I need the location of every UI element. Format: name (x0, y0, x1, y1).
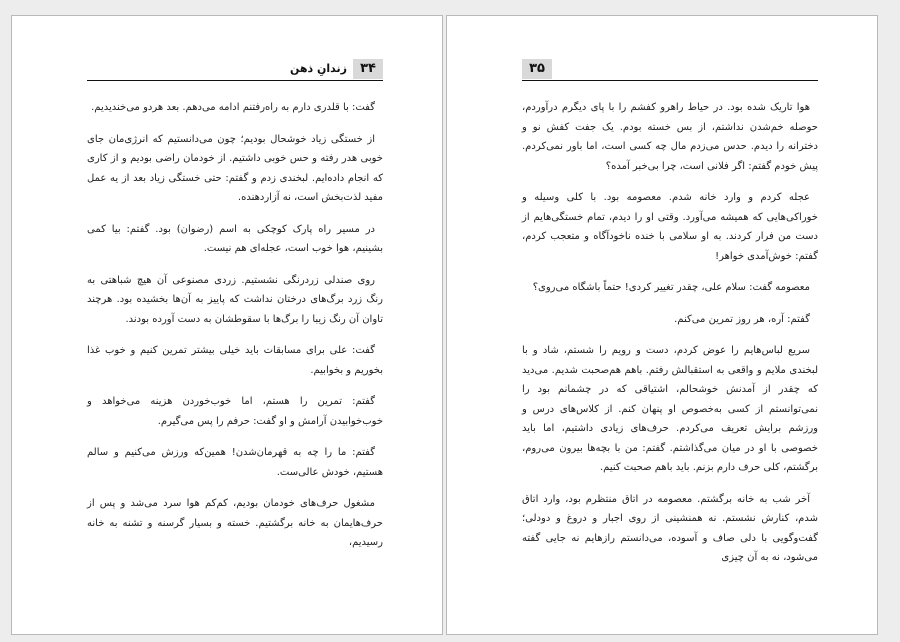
paragraph: در مسیر راه پارک کوچکی به اسم (رضوان) بود. گفتم: بیا کمی بشینیم، هوا خوب است، عجله‌ای هم نیست. (87, 223, 383, 254)
paragraph: گفتم: تمرین را هستم، اما خوب‌خوردن هزینه می‌خواهد و خوب‌خوابیدن آرامش و او گفت: حرفم را پس می‌گیرم. (87, 396, 383, 427)
right-page-body (522, 98, 818, 580)
paragraph: عجله کردم و وارد خانه شدم. معصومه بود. با کلی وسیله و خوراکی‌هایی که همیشه می‌آورد. وقتی او را دیدم، تمام خستگی‌هایم از دست من فرار کردند. به او سلامی با خنده ناخودآگاه و متعجب کردم، گفتم: خوش‌آمدی خواهر! (522, 192, 818, 262)
paragraph: معصومه گفت: سلام علی، چقدر تغییر کردی! حتماً باشگاه می‌روی؟ (532, 282, 810, 293)
paragraph: سریع لباس‌هایم را عوض کردم، دست و رویم را شستم، شاد و با لبخندی ملایم و واقعی به استقبالش رفتم. باهم هم‌صحبت شدیم. می‌دید که چقدر از آمدنش خوشحالم، اشتیاقی که در چشمانم بود را نمی‌توانستم از کسی به‌خصوص او پنهان کنم. از کلاس‌های درس و ورزشم برایش تعریف می‌کردم. حرف‌های زیادی داشتیم، اما باید خصوصی با او در میان می‌گذاشتم. گفتم: من با بچه‌ها بیرون می‌روم، برگشتم، کلی حرف دارم بزنم. باید باهم صحبت کنیم. (522, 345, 818, 473)
right-page (446, 15, 878, 635)
paragraph: گفت: با قلدری دارم به راه‌رفتنم ادامه می‌دهم. بعد هردو می‌خندیدیم. (91, 102, 375, 113)
paragraph: مشغول حرف‌های خودمان بودیم، کم‌کم هوا سرد می‌شد و پس از حرف‌هایمان به خانه برگشتیم. خسته و بسیار گرسنه و تشنه به خانه رسیدیم، (87, 498, 383, 548)
paragraph: روی صندلی زردرنگی نشستیم. زردی مصنوعی آن هیچ شباهتی به رنگ زرد برگ‌های درختان نداشت که پاییز به آن‌ها بخشیده بود. هرچند تاوان آن رنگ زیبا را برگ‌ها با سقوطشان به دست آورده بودند. (87, 274, 383, 325)
paragraph: گفتم: آره، هر روز تمرین می‌کنم. (674, 313, 810, 325)
running-title: زندانِ ذهن (290, 62, 347, 75)
header-rule (87, 80, 383, 81)
left-page-header (87, 59, 383, 81)
paragraph: آخر شب به خانه برگشتم. معصومه در اتاق منتظرم بود، وارد اتاق شدم، کنارش نشستم. نه همنشینی از روی اجبار و دروغ و دودلی؛ گفت‌وگویی با دلی صاف و آسوده، می‌دانستم رازهایم نه جایی گفته می‌شود، نه به آن چیزی (522, 493, 818, 563)
paragraph: گفتم: ما را چه به قهرمان‌شدن! همین‌که ورزش می‌کنیم و سالم هستیم، خودش عالی‌ست. (87, 447, 383, 478)
right-page-header (522, 59, 818, 81)
header-rule (522, 80, 818, 81)
paragraph: گفت: علی برای مسابقات باید خیلی بیشتر تمرین کنیم و خوب غذا بخوریم و بخوابیم. (87, 345, 383, 376)
page-number: ۳۴ (353, 59, 383, 79)
paragraph: از خستگی زیاد خوشحال بودیم؛ چون می‌دانستیم که انرژی‌مان جای خوبی هدر رفته و حس خوبی داشتیم. از خودمان راضی بودیم و از کاری که انجام داده‌ایم. لبخندی زدم و گفتم: حتی خستگی زیاد بعد از یه عمل مفید لذت‌بخش است، نه آزاردهنده. (87, 133, 383, 203)
page-number: ۳۵ (522, 59, 552, 79)
left-page-body (87, 98, 383, 565)
paragraph: هوا تاریک شده بود. در حیاط راهرو کفشم را با پای دیگرم درآوردم، حوصله خم‌شدن نداشتم، از بس خسته بودم. یک جفت کفش نو و دخترانه را دیدم. حدس می‌زدم مال چه کسی است، اما باور نمی‌کردم. پیش خودم گفتم: اگر فلانی است، چرا بی‌خبر آمده؟ (522, 102, 818, 172)
left-page (11, 15, 443, 635)
